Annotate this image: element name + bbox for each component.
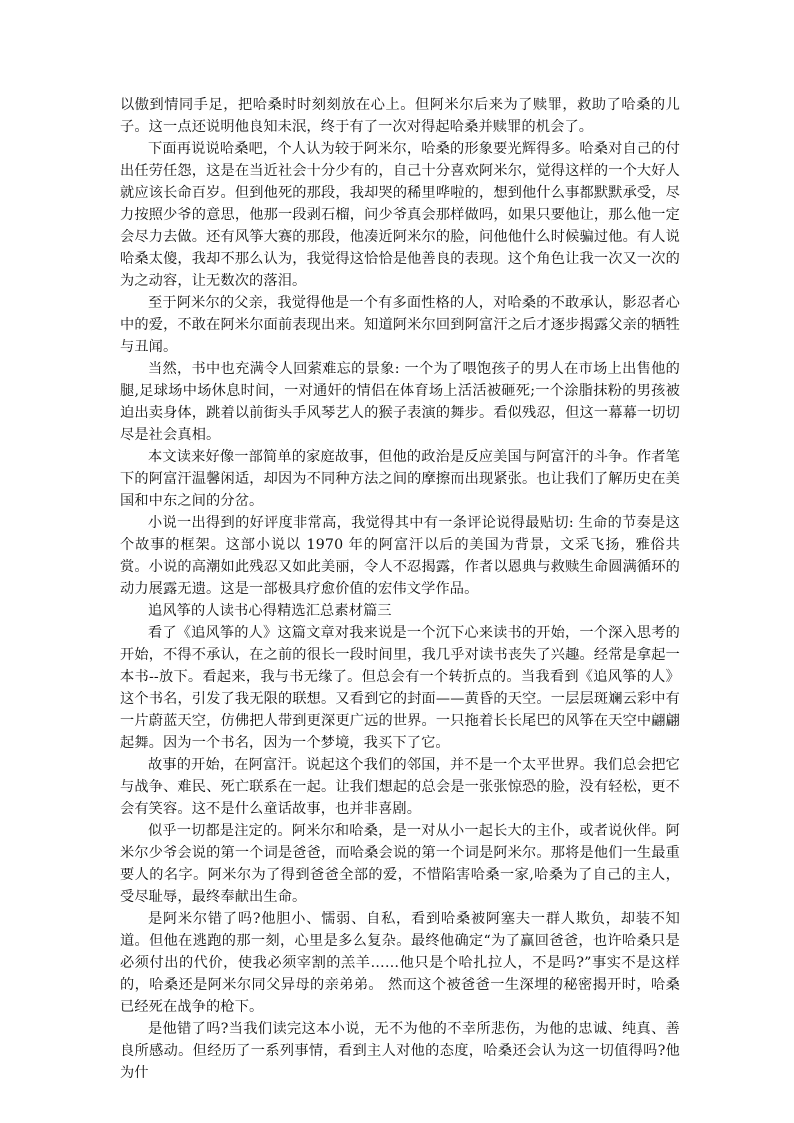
paragraph: 似乎一切都是注定的。阿米尔和哈桑，是一对从小一起长大的主仆，或者说伙伴。阿米尔少爷会说的第一个词是爸爸，而哈桑会说的第一个词是阿米尔。那将是他们一生最重要人的名字。阿米尔为了得到爸爸全部的爱，不惜陷害哈桑一家,哈桑为了自己的主人，受尽耻辱，最终奉献出生命。 [120, 823, 680, 905]
paragraph: 以傲到情同手足，把哈桑时时刻刻放在心上。但阿米尔后来为了赎罪，救助了哈桑的儿子。这一点还说明他良知未泯，终于有了一次对得起哈桑并赎罪的机会了。 [120, 97, 680, 135]
paragraph: 是阿米尔错了吗?他胆小、懦弱、自私，看到哈桑被阿塞夫一群人欺负，却装不知道。但他在逃跑的那一刻，心里是多么复杂。最终他确定“为了赢回爸爸，也许哈桑只是必须付出的代价，使我必须宰割的羔羊……他只是个哈扎拉人，不是吗?”事实不是这样的，哈桑还是阿米尔同父异母的亲弟弟。 然而这个被爸爸一生深埋的秘密揭开时，哈桑已经死在战争的枪下。 [120, 911, 680, 1015]
paragraph: 看了《追风筝的人》这篇文章对我来说是一个沉下心来读书的开始，一个深入思考的开始，不得不承认，在之前的很长一段时间里，我几乎对读书丧失了兴趣。经常是拿起一本书--放下。看起来，我与书无缘了。但总会有一个转折点的。当我看到《追风筝的人》这个书名，引发了我无限的联想。又看到它的封面——黄昏的天空。一层层斑斓云彩中有一片蔚蓝天空，仿佛把人带到更深更广远的世界。一只拖着长长尾巴的风筝在天空中翩翩起舞。因为一个书名，因为一个梦境，我买下了它。 [120, 625, 680, 751]
paragraph: 至于阿米尔的父亲，我觉得他是一个有多面性格的人，对哈桑的不敢承认，影忍者心中的爱，不敢在阿米尔面前表现出来。知道阿米尔回到阿富汗之后才逐步揭露父亲的牺牲与丑闻。 [120, 295, 680, 355]
paragraph: 小说一出得到的好评度非常高，我觉得其中有一条评论说得最贴切: 生命的节奏是这个故事的框架。这部小说以 1970 年的阿富汗以后的美国为背景，文采飞扬，雅俗共赏。小说的高潮如此残忍又如此美丽，令人不忍揭露，作者以恩典与救赎生命圆满循环的动力展露无遗。这是一部极具疗愈价值的宏伟文学作品。 [120, 515, 680, 597]
document-body [120, 94, 680, 1084]
paragraph: 下面再说说哈桑吧，个人认为较于阿米尔，哈桑的形象要光辉得多。哈桑对自己的付出任劳任怨，这是在当近社会十分少有的，自己十分喜欢阿米尔，觉得这样的一个大好人就应该长命百岁。但到他死的那段，我却哭的稀里哗啦的，想到他什么事都默默承受，尽力按照少爷的意思，他那一段剥石榴，问少爷真会那样做吗，如果只要他让，那么他一定会尽力去做。还有风筝大赛的那段，他凑近阿米尔的脸，问他他什么时候骗过他。有人说哈桑太傻，我却不那么认为，我觉得这恰恰是他善良的表现。这个角色让我一次又一次的为之动容，让无数次的落泪。 [120, 141, 680, 289]
paragraph: 故事的开始，在阿富汗。说起这个我们的邻国，并不是一个太平世界。我们总会把它与战争、难民、死亡联系在一起。让我们想起的总会是一张张惊恐的脸，没有轻松，更不会有笑容。这不是什么童话故事，也并非喜剧。 [120, 757, 680, 817]
paragraph: 是他错了吗?当我们读完这本小说，无不为他的不幸所悲伤，为他的忠诚、纯真、善良所感动。但经历了一系列事情，看到主人对他的态度，哈桑还会认为这一切值得吗?他为什 [120, 1021, 680, 1081]
section-heading: 追风筝的人读书心得精选汇总素材篇三 [148, 603, 392, 619]
paragraph: 本文读来好像一部简单的家庭故事，但他的政治是反应美国与阿富汗的斗争。作者笔下的阿富汗温馨闲适，却因为不同种方法之间的摩擦而出现紧张。也让我们了解历史在美国和中东之间的分岔。 [120, 449, 680, 509]
paragraph: 当然，书中也充满令人回萦难忘的景象: 一个为了喂饱孩子的男人在市场上出售他的腿,足球场中场休息时间，一对通奸的情侣在体育场上活活被砸死;一个涂脂抹粉的男孩被迫出卖身体，跳着以前街头手风琴艺人的猴子表演的舞步。看似残忍，但这一幕幕一切切尽是社会真相。 [120, 361, 680, 443]
